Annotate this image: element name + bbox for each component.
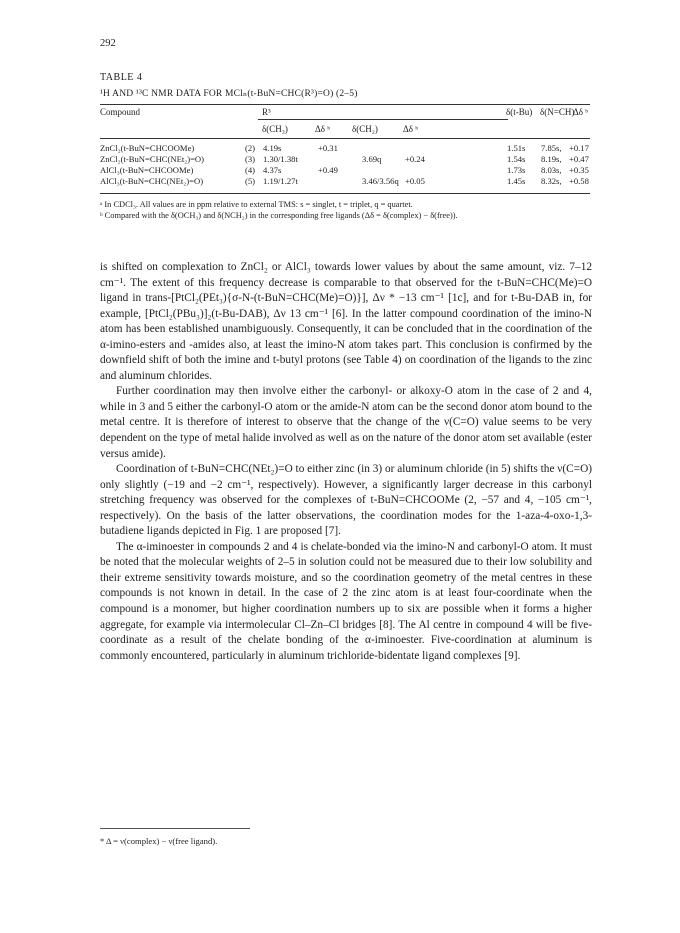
row-tbu: 1.73s — [507, 165, 526, 175]
header-delta-top: Δδ ᵇ — [573, 107, 589, 117]
header-bottom-rule — [100, 138, 590, 139]
row-nch: 8.19s, — [541, 154, 562, 164]
row-delta-ch3: +0.31 — [318, 143, 338, 153]
paragraph: The α-iminoester in compounds 2 and 4 is chelate-bonded via the imino-N and carbonyl-O atom. It must be noted that the molecular weights of 2–5 in solution could not be measured due to their low solubility and their extreme sensitivity towards moisture, and so the coordination geometry of the metal centres in these compounds is not known in detail. In the case of 2 the zinc atom is at least four-coordinate when the compound is a monomer, but higher coordination numbers up to six are possible when it forms a higher aggregate, for example via intermolecular Cl–Zn–Cl bridges [8]. The Al centre in compound 4 will be five-coordinate as a result of the chelate bonding of the α-iminoester. Five-coordination at aluminum is commonly encountered, particularly in aluminum trichloride-bidentate ligand complexes [9]. — [100, 540, 592, 662]
table-bottom-rule — [100, 193, 590, 194]
table-row — [100, 143, 592, 154]
page-footnote: * Δ = ν(complex) − ν(free ligand). — [100, 836, 218, 846]
table-footnote-a: ᵃ In CDCl₃. All values are in ppm relative to external TMS: s = singlet, t = triplet, q = quartet. — [100, 200, 413, 209]
row-ch2: 3.46/3.56q — [362, 176, 399, 186]
header-ch3: δ(CH₃) — [262, 124, 288, 134]
header-r3: R³ — [262, 107, 271, 117]
table-footnote-b: ᵇ Compared with the δ(OCH₃) and δ(NCH₂) in the corresponding free ligands (Δδ = δ(complex) − δ(free)). — [100, 211, 458, 220]
table-row — [100, 165, 592, 176]
table-title: ¹H AND ¹³C NMR DATA FOR MClₙ(t-BuN=CHC(R³)=O) (2–5) — [100, 89, 358, 99]
row-ch3: 4.37s — [263, 165, 282, 175]
paragraph: Coordination of t-BuN=CHC(NEt₂)=O to either zinc (in 3) or aluminum chloride (in 5) shifts the ν(C=O) only slightly (−19 and −2 cm⁻¹, respectively). However, a significantly larger decrease in this carbonyl stretching frequency was observed for the complexes of t-BuN=CHCOOMe (2, −57 and 4, −105 cm⁻¹, respectively). On the basis of the latter observations, the coordination modes for the 1-aza-4-oxo-1,3-butadiene ligands depicted in Fig. 1 are proposed [7]. — [100, 463, 592, 538]
row-delta-ch2: +0.24 — [405, 154, 425, 164]
row-number: (3) — [245, 154, 256, 164]
table-label: TABLE 4 — [100, 72, 143, 83]
paragraph: Further coordination may then involve either the carbonyl- or alkoxy-O atom in the case of 2 and 4, while in 3 and 5 either the carbonyl-O atom or the amide-N atom can be the second donor atom bound to the metal centre. It is therefore of interest to observe that the change of the ν(C=O) value seems to be very dependent on the type of metal halide involved as well as on the nature of the donor atom set available (ester versus amide). — [100, 385, 592, 460]
row-delta-nch: +0.17 — [569, 143, 589, 153]
table-top-rule — [100, 104, 590, 105]
header-compound: Compound — [100, 107, 141, 117]
header-ch2: δ(CH₂) — [352, 124, 378, 134]
row-number: (5) — [245, 176, 256, 186]
row-delta-ch3: +0.49 — [318, 165, 338, 175]
row-delta-nch: +0.47 — [569, 154, 589, 164]
page-number: 292 — [100, 38, 116, 49]
header-delta-ch2: Δδ ᵇ — [403, 124, 419, 134]
row-compound: ZnCl₂(t-BuN=CHC(NEt₂)=O) — [100, 154, 205, 164]
footnote-divider — [100, 828, 250, 829]
body-text — [100, 260, 592, 664]
row-compound: AlCl₃(t-BuN=CHC(NEt₂)=O) — [100, 176, 204, 186]
row-delta-ch2: +0.05 — [405, 176, 425, 186]
row-number: (2) — [245, 143, 256, 153]
row-compound: ZnCl₂(t-BuN=CHCOOMe) — [100, 143, 195, 153]
row-ch3: 4.19s — [263, 143, 282, 153]
table-row — [100, 154, 592, 165]
row-tbu: 1.45s — [507, 176, 526, 186]
row-ch3: 1.30/1.38t — [263, 154, 298, 164]
header-delta-ch3: Δδ ᵇ — [315, 124, 331, 134]
row-nch: 7.85s, — [541, 143, 562, 153]
row-delta-nch: +0.35 — [569, 165, 589, 175]
row-ch2: 3.69q — [362, 154, 382, 164]
row-delta-nch: +0.58 — [569, 176, 589, 186]
row-nch: 8.32s, — [541, 176, 562, 186]
row-tbu: 1.54s — [507, 154, 526, 164]
paragraph: is shifted on complexation to ZnCl₂ or AlCl₃ towards lower values by about the same amount, viz. 7–12 cm⁻¹. The extent of this frequency decrease is comparable to that observed for the t-BuN=CHC(Me)=O ligand in trans-[PtCl₂(PEt₃){σ-N-(t-BuN=CHC(Me)=O)}], Δν * −13 cm⁻¹ [1c], and for t-Bu-DAB in, for example, [PtCl₂(PBu₃)]₂(t-Bu-DAB), Δν 13 cm⁻¹ [6]. In the latter compound coordination of the imino-N atom has been established unambiguously. Consequently, it can be concluded that in the coordination of the α-imino-esters and -amides also, at least the imino-N atom takes part. This conclusion is confirmed by the downfield shift of both the imine and t-butyl protons (see Table 4) on coordination of the ligands to the zinc and aluminum chlorides. — [100, 261, 592, 382]
header-subrule — [258, 119, 508, 120]
row-tbu: 1.51s — [507, 143, 526, 153]
row-nch: 8.03s, — [541, 165, 562, 175]
header-nch: δ(N=CH) — [540, 107, 575, 117]
header-tbu: δ(t-Bu) — [506, 107, 533, 117]
table-row — [100, 176, 592, 187]
row-ch3: 1.19/1.27t — [263, 176, 298, 186]
row-compound: AlCl₃(t-BuN=CHCOOMe) — [100, 165, 194, 175]
row-number: (4) — [245, 165, 256, 175]
